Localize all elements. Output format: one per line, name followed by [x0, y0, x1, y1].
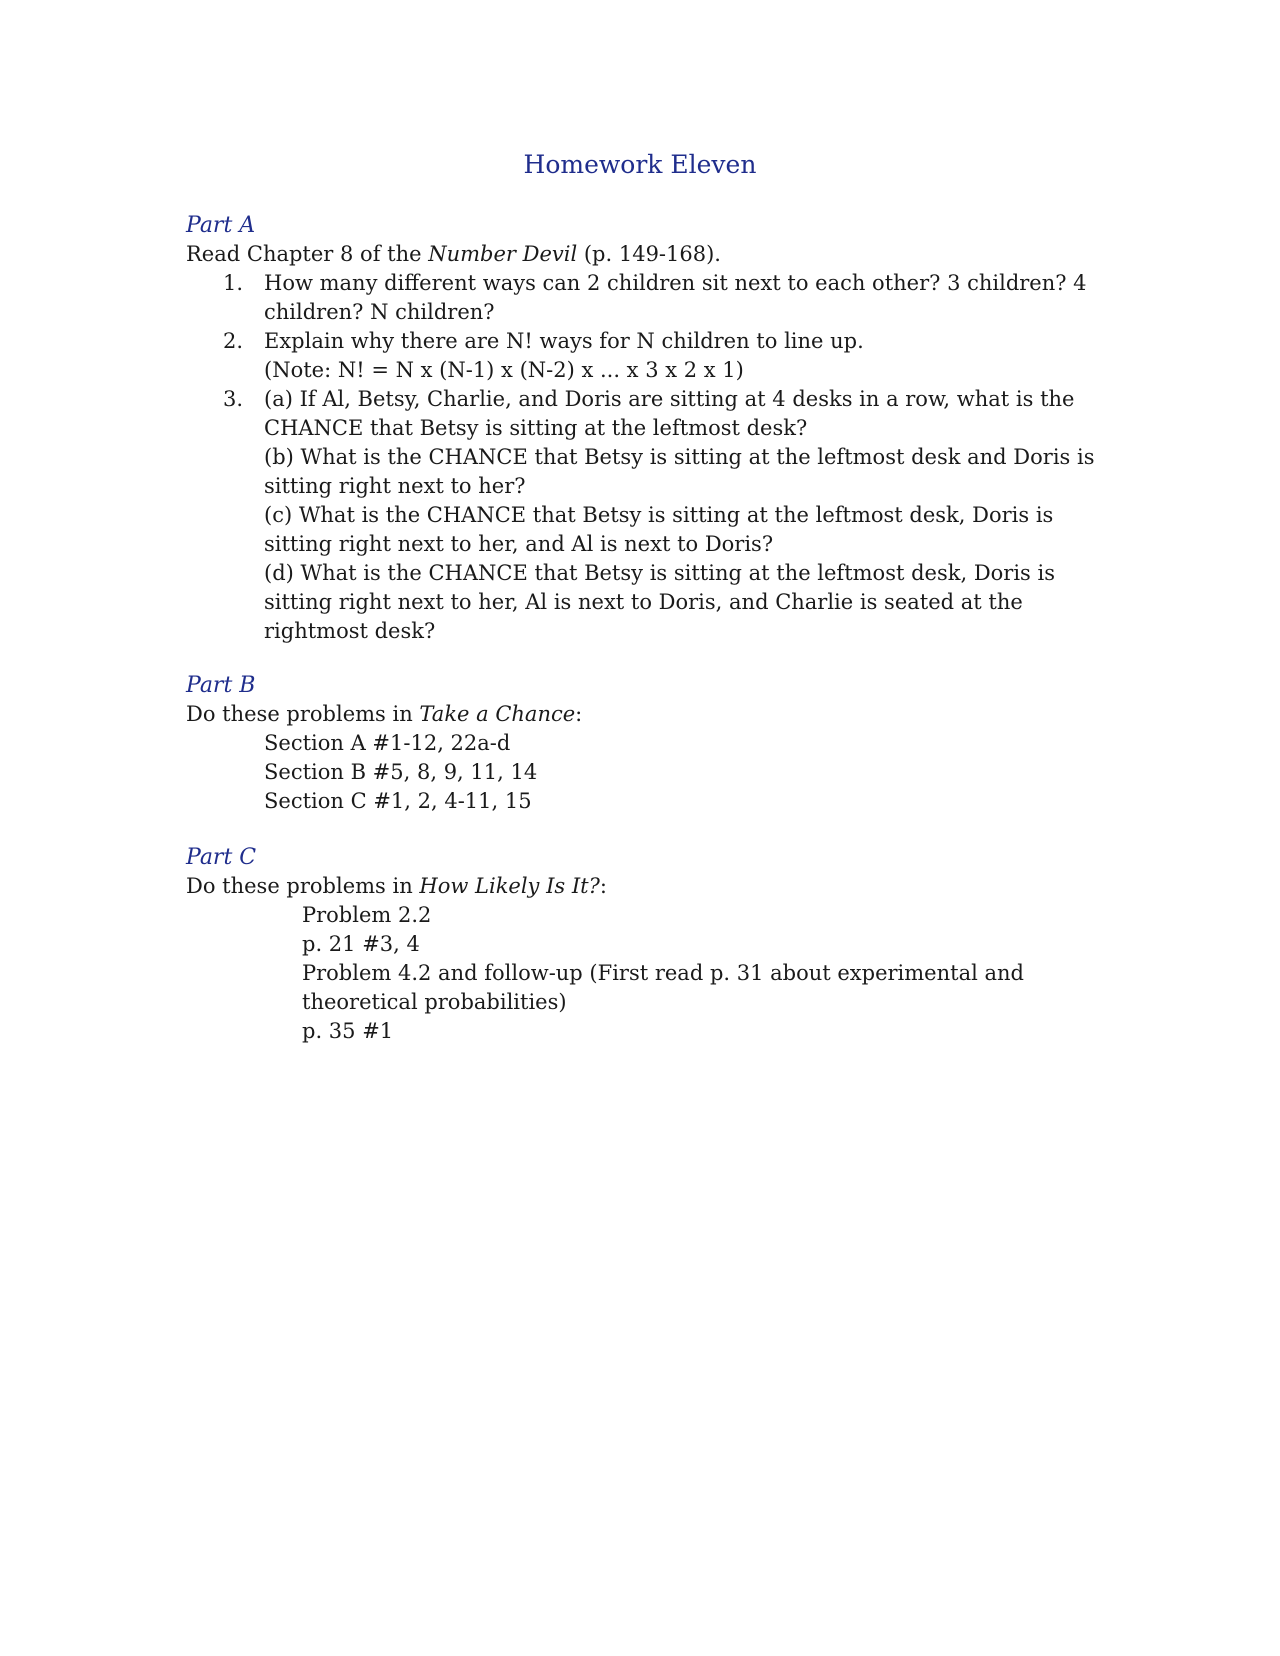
part-a-question-list	[186, 269, 1106, 646]
part-c-heading: Part C	[186, 845, 257, 870]
question-line: CHANCE that Betsy is sitting at the leftmost desk?	[264, 416, 808, 440]
question-line: (Note: N! = N x (N-1) x (N-2) x ... x 3 x 2 x 1)	[264, 358, 744, 382]
assignment-line: theoretical probabilities)	[302, 990, 567, 1014]
part-c-intro	[186, 872, 1106, 901]
part-c-section	[186, 843, 1106, 1046]
question-line: rightmost desk?	[264, 619, 436, 643]
question-line: sitting right next to her, Al is next to Doris, and Charlie is seated at the	[264, 590, 1023, 614]
part-a-intro-post: (p. 149-168).	[577, 242, 721, 266]
part-a-intro-pre: Read Chapter 8 of the	[186, 242, 429, 266]
question-line: children? N children?	[264, 300, 495, 324]
part-b-section	[186, 671, 1106, 816]
assignment-line: Section B #5, 8, 9, 11, 14	[264, 760, 538, 784]
assignment-line: Problem 2.2	[302, 903, 432, 927]
part-b-intro-pre: Do these problems in	[186, 702, 420, 726]
question-line: (b) What is the CHANCE that Betsy is sitting at the leftmost desk and Doris is	[264, 445, 1095, 469]
part-c-book-title: How Likely Is It?	[419, 874, 600, 898]
part-b-intro-post: :	[575, 702, 583, 726]
assignment-line: Problem 4.2 and follow-up (First read p. 31 about experimental and	[302, 961, 1024, 985]
question-line: sitting right next to her, and Al is next to Doris?	[264, 532, 774, 556]
question-line: How many different ways can 2 children sit next to each other? 3 children? 4	[264, 271, 1087, 295]
question-number: 2.	[223, 329, 244, 353]
part-a-book-title: Number Devil	[428, 242, 578, 266]
question-number: 3.	[223, 387, 244, 411]
question-2	[186, 327, 1106, 385]
assignment-line: p. 21 #3, 4	[302, 932, 420, 956]
part-c-intro-pre: Do these problems in	[186, 874, 420, 898]
part-c-intro-post: :	[599, 874, 607, 898]
assignment-line: Section A #1-12, 22a-d	[264, 731, 511, 755]
part-a-section	[186, 211, 1106, 646]
part-a-heading: Part A	[186, 213, 256, 238]
question-1	[186, 269, 1106, 327]
question-3	[186, 385, 1106, 646]
question-number: 1.	[223, 271, 244, 295]
part-b-book-title: Take a Chance	[419, 702, 576, 726]
part-b-intro	[186, 700, 1106, 729]
question-line: (c) What is the CHANCE that Betsy is sitting at the leftmost desk, Doris is	[264, 503, 1054, 527]
part-a-intro	[186, 240, 1106, 269]
assignment-line: p. 35 #1	[302, 1019, 394, 1043]
part-b-heading: Part B	[186, 673, 256, 698]
page-title: Homework Eleven	[523, 150, 757, 179]
assignment-line: Section C #1, 2, 4-11, 15	[264, 789, 532, 813]
question-line: Explain why there are N! ways for N children to line up.	[264, 329, 864, 353]
question-line: sitting right next to her?	[264, 474, 526, 498]
question-line: (a) If Al, Betsy, Charlie, and Doris are sitting at 4 desks in a row, what is the	[264, 387, 1075, 411]
question-line: (d) What is the CHANCE that Betsy is sitting at the leftmost desk, Doris is	[264, 561, 1055, 585]
